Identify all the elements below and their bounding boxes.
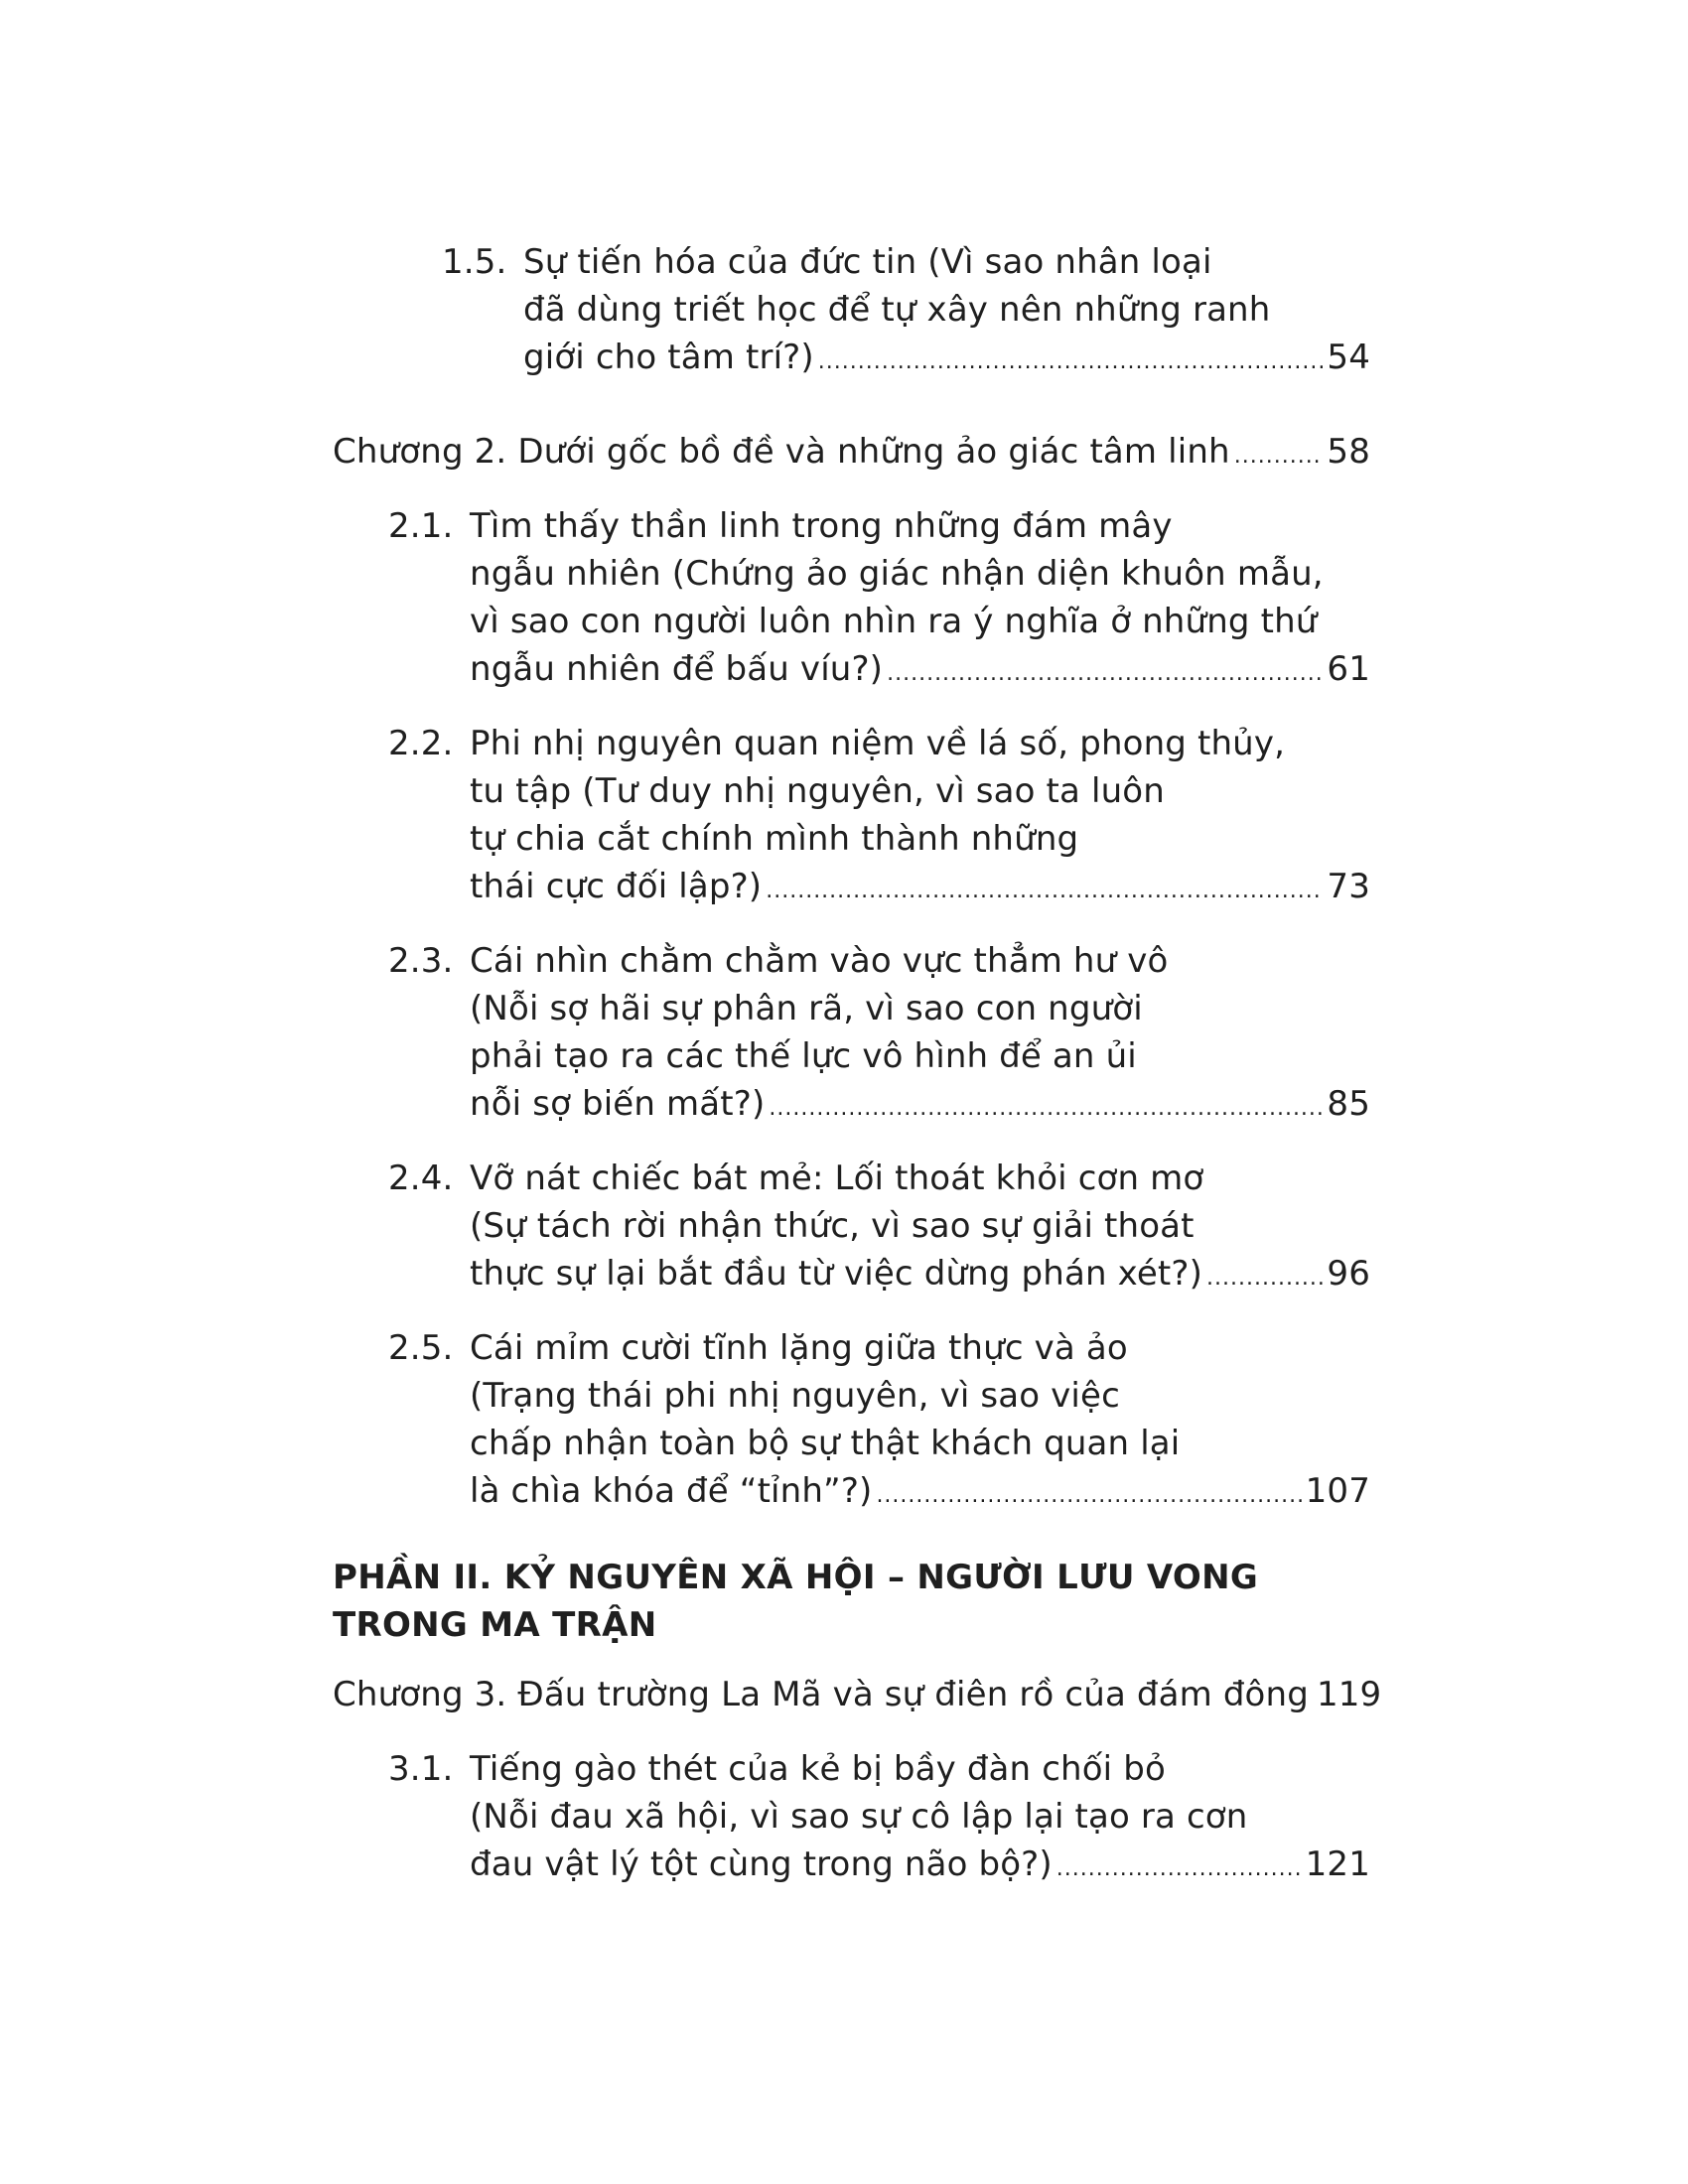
entry-text-line: Cái mỉm cười tĩnh lặng giữa thực và ảo	[470, 1328, 1128, 1368]
table-of-contents	[333, 238, 1382, 1893]
page-number: 119	[1316, 1675, 1382, 1714]
entry-number: 2.2.	[388, 724, 454, 763]
dot-leader	[876, 1472, 1301, 1520]
toc-entry-2-5	[388, 1324, 1370, 1520]
page-number: 121	[1305, 1844, 1370, 1884]
entry-leader-line	[523, 334, 1370, 386]
dot-leader	[769, 1085, 1323, 1133]
entry-text-line: (Nỗi sợ hãi sự phân rã, vì sao con người	[470, 989, 1143, 1028]
dot-leader	[1234, 433, 1324, 480]
dot-leader	[766, 868, 1323, 915]
entry-text-line: Sự tiến hóa của đức tin (Vì sao nhân loại	[523, 242, 1212, 282]
toc-entry-2-3	[388, 937, 1370, 1133]
entry-text-line: (Sự tách rời nhận thức, vì sao sự giải thoát	[470, 1206, 1195, 1246]
chapter-leader-line	[333, 1671, 1382, 1723]
entry-text-line: tự chia cắt chính mình thành những	[470, 819, 1079, 859]
dot-leader	[818, 339, 1324, 386]
toc-chapter-3	[333, 1671, 1382, 1723]
entry-text-line: giới cho tâm trí?)	[523, 338, 814, 377]
entry-text-line: ngẫu nhiên để bấu víu?)	[470, 649, 884, 689]
part-heading-line: TRONG MA TRẬN	[333, 1605, 657, 1645]
entry-text-line: Cái nhìn chằm chằm vào vực thẳm hư vô	[470, 941, 1169, 981]
chapter-leader-line	[333, 428, 1370, 480]
entry-text-line: Vỡ nát chiếc bát mẻ: Lối thoát khỏi cơn mơ	[470, 1159, 1204, 1198]
toc-entry-2-2	[388, 720, 1370, 915]
entry-number: 1.5.	[442, 242, 507, 282]
entry-text-line: tu tập (Tư duy nhị nguyên, vì sao ta luôn	[470, 771, 1165, 811]
page-number: 61	[1327, 649, 1370, 689]
entry-text-line: Tìm thấy thần linh trong những đám mây	[470, 506, 1173, 546]
entry-text-line: Phi nhị nguyên quan niệm về lá số, phong thủy,	[470, 724, 1286, 763]
toc-chapter-2	[333, 428, 1370, 480]
toc-entry-1-5	[442, 238, 1370, 386]
entry-number: 2.5.	[388, 1328, 454, 1368]
entry-number: 2.3.	[388, 941, 454, 981]
toc-entry-2-4	[388, 1155, 1370, 1302]
toc-entry-3-1	[388, 1745, 1370, 1893]
part-heading-line: PHẦN II. KỶ NGUYÊN XÃ HỘI – NGƯỜI LƯU VONG	[333, 1558, 1259, 1597]
chapter-title: Chương 3. Đấu trường La Mã và sự điên rồ của đám đông	[333, 1675, 1309, 1714]
entry-text-line: thái cực đối lập?)	[470, 867, 763, 906]
page-number: 58	[1327, 432, 1370, 472]
page-number: 85	[1327, 1084, 1370, 1124]
part-heading	[333, 1554, 1370, 1649]
chapter-title: Chương 2. Dưới gốc bồ đề và những ảo giác tâm linh	[333, 432, 1230, 472]
dot-leader	[1056, 1845, 1302, 1893]
entry-text-line: chấp nhận toàn bộ sự thật khách quan lại	[470, 1424, 1181, 1463]
entry-leader-line	[470, 1841, 1370, 1893]
entry-text-line: đã dùng triết học để tự xây nên những ranh	[523, 290, 1271, 330]
entry-leader-line	[470, 1250, 1370, 1302]
entry-text-line: nỗi sợ biến mất?)	[470, 1084, 766, 1124]
entry-text-line: phải tạo ra các thế lực vô hình để an ủi	[470, 1036, 1137, 1076]
entry-number: 2.1.	[388, 506, 454, 546]
page-number: 54	[1327, 338, 1370, 377]
entry-number: 2.4.	[388, 1159, 454, 1198]
entry-text-line: (Trạng thái phi nhị nguyên, vì sao việc	[470, 1376, 1120, 1416]
entry-text-line: (Nỗi đau xã hội, vì sao sự cô lập lại tạo ra cơn	[470, 1797, 1248, 1837]
entry-text-line: thực sự lại bắt đầu từ việc dừng phán xét?)	[470, 1254, 1203, 1294]
entry-number: 3.1.	[388, 1749, 454, 1789]
entry-leader-line	[470, 645, 1370, 698]
entry-leader-line	[470, 1467, 1370, 1520]
entry-text-line: đau vật lý tột cùng trong não bộ?)	[470, 1844, 1053, 1884]
entry-leader-line	[470, 863, 1370, 915]
entry-text-line: ngẫu nhiên (Chứng ảo giác nhận diện khuôn mẫu,	[470, 554, 1324, 594]
entry-text-line: là chìa khóa để “tỉnh”?)	[470, 1471, 873, 1511]
page-number: 96	[1327, 1254, 1370, 1294]
entry-text-line: Tiếng gào thét của kẻ bị bầy đàn chối bỏ	[470, 1749, 1166, 1789]
entry-leader-line	[470, 1080, 1370, 1133]
dot-leader	[887, 650, 1323, 698]
dot-leader	[1206, 1255, 1323, 1302]
toc-entry-2-1	[388, 502, 1370, 698]
entry-text-line: vì sao con người luôn nhìn ra ý nghĩa ở những thứ	[470, 602, 1318, 641]
page-number: 107	[1305, 1471, 1370, 1511]
page-number: 73	[1327, 867, 1370, 906]
